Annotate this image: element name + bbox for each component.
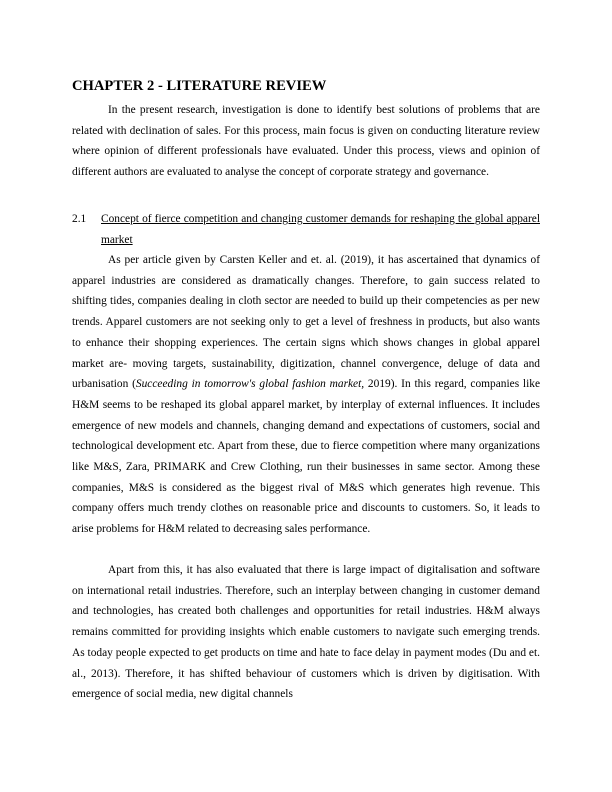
section-number: 2.1 <box>72 213 87 225</box>
paragraph-2-text-start: As per article given by Carsten Keller and et. al. (2019), it has ascertained that dynamics of apparel industries are considered as dramatically changes. Therefore, to gain success related to shifting tides, companies dealing in cloth sector are needed to build up their competencies as per new trends. Apparel customers are not seeking only to get a level of freshness in products, but also wants to enhance their shopping experiences. The certain signs which shows changes in global apparel market are- moving targets, sustainability, digitization, channel convergence, deluge of data and urbanisation ( <box>72 254 540 391</box>
section-title-text: Concept of fierce competition and changing customer demands for reshaping the global apparel market <box>101 213 540 246</box>
body-paragraph-3: Apart from this, it has also evaluated that there is large impact of digitalisation and software on international retail industries. Therefore, such an interplay between changing in customer demand and technologies, has created both challenges and opportunities for retail industries. H&M always remains committed for providing insights which enable customers to navigate such emerging trends. As today people expected to get products on time and hate to face delay in payment modes (Du and et. al., 2013). Therefore, it has shifted behaviour of customers which is driven by digitisation. With emergence of social media, new digital channels <box>72 564 540 701</box>
intro-paragraph: In the present research, investigation is done to identify best solutions of problems that are related with declination of sales. For this process, main focus is given on conducting literature review where opinion of different professionals have evaluated. Under this process, views and opinion of different authors are evaluated to analyse the concept of corporate strategy and governance. <box>72 104 540 179</box>
section-heading <box>72 209 540 250</box>
body-paragraph-2 <box>72 250 540 540</box>
chapter-heading: CHAPTER 2 - LITERATURE REVIEW <box>72 78 327 94</box>
paragraph-2-citation-title: Succeeding in tomorrow's global fashion market, <box>135 378 365 391</box>
paragraph-2-text-end: 2019). In this regard, companies like H&M seems to be reshaped its global apparel market, by interplay of external influences. It includes emergence of new models and channels, changing demand and expectations of customers, social and technological development etc. Apart from these, due to fierce competition where many organizations like M&S, Zara, PRIMARK and Crew Clothing, run their businesses in same sector. Among these companies, M&S is considered as the biggest rival of M&S which generates high revenue. This company offers much trendy clothes on reasonable price and discounts to customers. So, it leads to arise problems for H&M related to decreasing sales performance. <box>72 378 541 536</box>
